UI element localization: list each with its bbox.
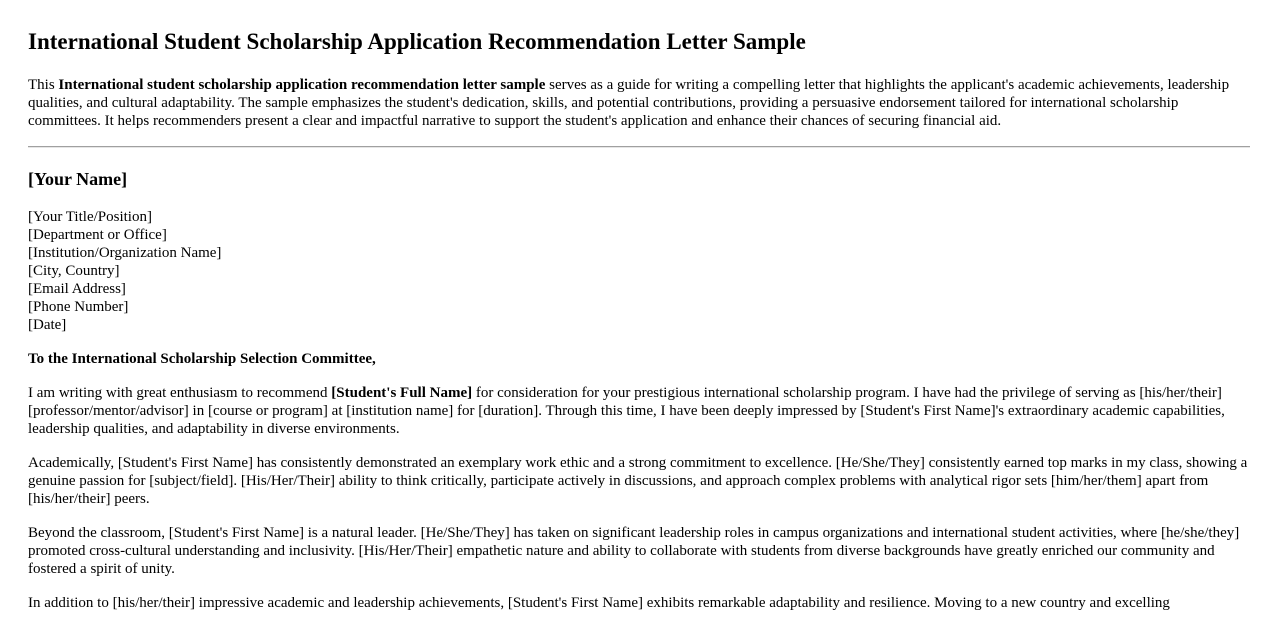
document-page xyxy=(0,28,1278,612)
sender-institution: [Institution/Organization Name] xyxy=(28,245,222,261)
student-name: [Student's Full Name] xyxy=(331,385,473,401)
intro-bold-phrase: International student scholarship application recommendation letter sample xyxy=(58,77,546,93)
intro-paragraph xyxy=(28,76,1250,130)
p1-lead: I am writing with great enthusiasm to recommend xyxy=(28,385,332,401)
body-paragraph-2: Academically, [Student's First Name] has consistently demonstrated an exemplary work ethic and a strong commitment to excellence. [He/She/They] consistently earned top marks in my class, showing a genuine passion for [subject/field]. [His/Her/Their] ability to think critically, participate actively in discussions, and approach complex problems with analytical rigor sets [him/her/them] apart from [his/her/their] peers. xyxy=(28,455,1248,507)
intro-rest: serves as a guide for writing a compelling letter that highlights the applicant's academic achievements, leadership qualities, and cultural adaptability. The sample emphasizes the student's dedication, skills, and potential contributions, providing a persuasive endorsement tailored for international scholarship committees. It helps recommenders present a clear and impactful narrative to support the student's application and enhance their chances of securing financial aid. xyxy=(28,77,1230,129)
body-paragraph-1 xyxy=(28,384,1250,438)
sender-email: [Email Address] xyxy=(28,281,126,297)
divider xyxy=(28,146,1250,148)
p1-rest: for consideration for your prestigious international scholarship program. I have had the privilege of serving as [his/her/their] [professor/mentor/advisor] in [course or program] at [institution name] for [duration]. Through this time, I have been deeply impressed by [Student's First Name]'s extraordinary academic capabilities, leadership qualities, and adaptability in diverse environments. xyxy=(28,385,1225,437)
sender-department: [Department or Office] xyxy=(28,227,167,243)
body-paragraph-4: In addition to [his/her/their] impressive academic and leadership achievements, [Student's First Name] exhibits remarkable adaptability and resilience. Moving to a new country and excelling xyxy=(28,595,1170,611)
page-title: International Student Scholarship Application Recommendation Letter Sample xyxy=(28,29,806,54)
sender-contact-block xyxy=(28,208,1250,334)
sender-phone: [Phone Number] xyxy=(28,299,129,315)
sender-title: [Your Title/Position] xyxy=(28,209,152,225)
sender-city: [City, Country] xyxy=(28,263,120,279)
sender-name: [Your Name] xyxy=(28,169,128,189)
intro-lead: This xyxy=(28,77,59,93)
salutation: To the International Scholarship Selection Committee, xyxy=(28,351,376,367)
letter-date: [Date] xyxy=(28,317,67,333)
body-paragraph-3: Beyond the classroom, [Student's First Name] is a natural leader. [He/She/They] has taken on significant leadership roles in campus organizations and international student activities, where [he/she/they] promoted cross-cultural understanding and inclusivity. [His/Her/Their] empathetic nature and ability to collaborate with students from diverse backgrounds have greatly enriched our community and fostered a spirit of unity. xyxy=(28,525,1240,577)
